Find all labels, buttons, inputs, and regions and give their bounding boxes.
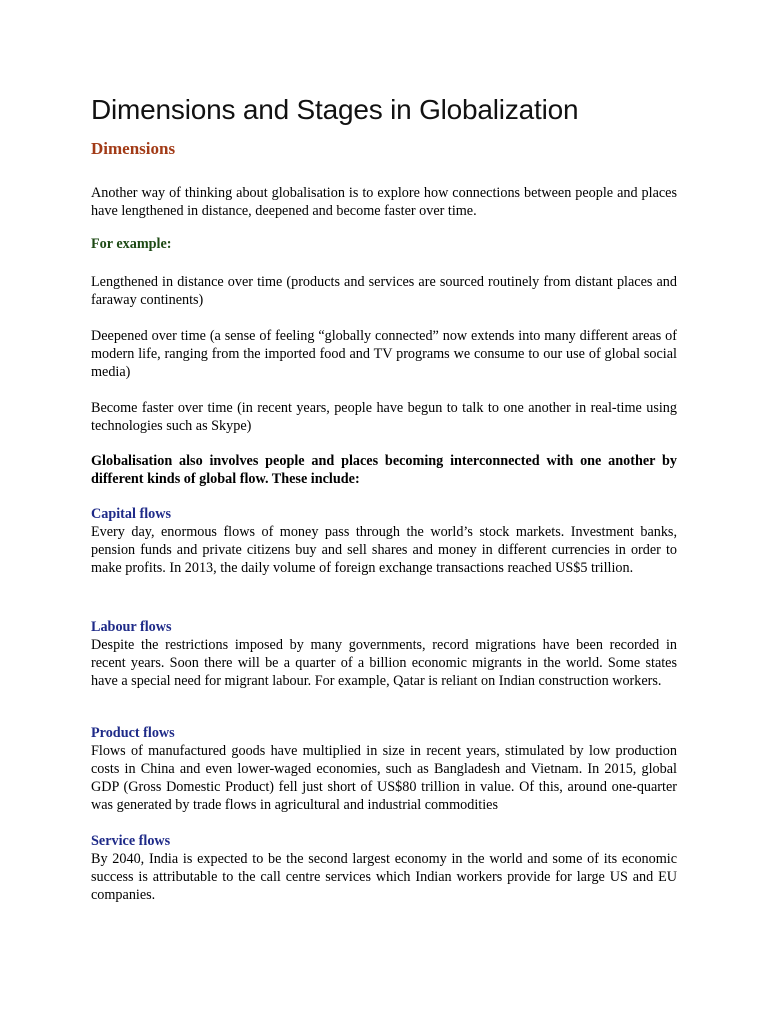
heading-capital-flows: Capital flows — [91, 506, 172, 522]
example-heading: For example: — [91, 236, 172, 252]
body-product-flows: Flows of manufactured goods have multiplied in size in recent years, stimulated by low production costs in China and even lower-waged economies, such as Bangladesh and Vietnam. In 2015, global GDP (Gross Domestic Product) fell just short of US$80 trillion in value. Of this, around one-quarter was generated by trade flows in agricultural and industrial commodities — [91, 743, 677, 813]
page-title: Dimensions and Stages in Globalization — [91, 94, 579, 125]
heading-product-flows: Product flows — [91, 725, 175, 741]
example-paragraph-3: Become faster over time (in recent years, people have begun to talk to one another in real-time using technologies such as Skype) — [91, 400, 677, 434]
heading-labour-flows: Labour flows — [91, 619, 172, 635]
example-paragraph-1: Lengthened in distance over time (products and services are sourced routinely from distant places and faraway continents) — [91, 274, 677, 308]
heading-service-flows: Service flows — [91, 833, 171, 849]
section-heading-dimensions: Dimensions — [91, 139, 176, 158]
body-labour-flows: Despite the restrictions imposed by many governments, record migrations have been recorded in recent years. Soon there will be a quarter of a billion economic migrants in the world. Some states have a special need for migrant labour. For example, Qatar is reliant on Indian construction workers. — [91, 637, 677, 689]
intro-paragraph: Another way of thinking about globalisation is to explore how connections between people and places have lengthened in distance, deepened and become faster over time. — [91, 185, 677, 219]
body-service-flows: By 2040, India is expected to be the second largest economy in the world and some of its economic success is attributable to the call centre services which Indian workers provide for large US and EU companies. — [91, 851, 677, 903]
body-capital-flows: Every day, enormous flows of money pass through the world’s stock markets. Investment banks, pension funds and private citizens buy and sell shares and money in different currencies in order to make profits. In 2013, the daily volume of foreign exchange transactions reached US$5 trillion. — [91, 524, 677, 576]
flows-intro-paragraph: Globalisation also involves people and places becoming interconnected with one another by different kinds of global flow. These include: — [91, 453, 677, 487]
example-paragraph-2: Deepened over time (a sense of feeling “globally connected” now extends into many different areas of modern life, ranging from the imported food and TV programs we consume to our use of global social media) — [91, 328, 677, 380]
